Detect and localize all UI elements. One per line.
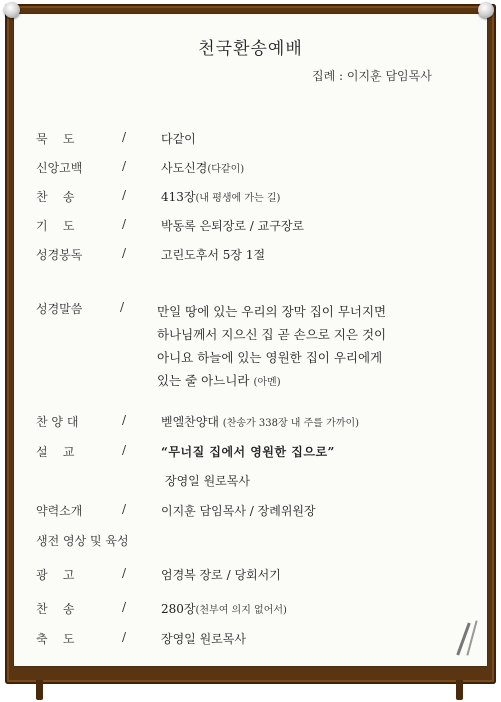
order-row-benediction <box>0 630 501 652</box>
row-separator: / <box>122 566 127 580</box>
row-separator: / <box>122 443 127 457</box>
row-label: 찬 양 대 <box>36 415 79 429</box>
row-label: 찬 송 <box>36 602 75 616</box>
row-label: 기 도 <box>36 219 75 233</box>
order-row-biography <box>0 502 501 524</box>
scripture-line: 있는 줄 아느니라 (아멘) <box>157 373 281 388</box>
row-label: 약력소개 <box>36 504 83 518</box>
row-value: 다같이 <box>161 132 196 146</box>
scripture-line: 하나님께서 지으신 집 곧 손으로 지은 것이 <box>157 327 387 342</box>
order-row-video <box>0 532 501 554</box>
row-value: 이지훈 담임목사 / 장례위원장 <box>161 504 316 518</box>
order-row-creed <box>0 159 501 181</box>
officiant-line: 집례 : 이지훈 담임목사 <box>312 69 432 83</box>
row-label: 설 교 <box>36 445 75 459</box>
board-leg-left <box>36 680 43 700</box>
order-row-hymn-2 <box>0 600 501 622</box>
row-separator: / <box>122 159 127 173</box>
page-title: 천국환송예배 <box>198 39 303 59</box>
row-value: 413장(내 평생에 가는 길) <box>161 190 281 204</box>
row-label: 성경말씀 <box>36 302 83 316</box>
row-label: 생전 영상 및 육성 <box>36 534 129 548</box>
board-leg-right <box>456 680 463 700</box>
row-value: 장영일 원로목사 <box>161 632 246 646</box>
scripture-line: 아니요 하늘에 있는 영원한 집이 우리에게 <box>157 350 383 365</box>
row-value: 280장(천부여 의지 없어서) <box>161 602 287 616</box>
row-label: 신앙고백 <box>36 161 83 175</box>
row-separator: / <box>122 246 127 260</box>
row-label: 찬 송 <box>36 190 75 204</box>
row-separator: / <box>122 188 127 202</box>
order-row-announcements <box>0 566 501 588</box>
row-value: 사도신경(다같이) <box>161 161 245 175</box>
row-value: 박동록 은퇴장로 / 교구장로 <box>161 219 304 233</box>
scripture-text <box>157 300 386 394</box>
row-separator: / <box>122 217 127 231</box>
row-separator: / <box>122 413 127 427</box>
order-row-hymn <box>0 188 501 210</box>
sermon-title: “무너질 집에서 영원한 집으로” <box>161 445 335 459</box>
row-separator: / <box>122 502 127 516</box>
row-label: 성경봉독 <box>36 248 83 262</box>
order-row-choir <box>0 413 501 435</box>
row-separator: / <box>120 300 125 314</box>
pushpin-icon <box>478 2 494 18</box>
order-row-sermon <box>0 443 501 465</box>
row-label: 묵 도 <box>36 132 75 146</box>
row-value: 벧엘찬양대 (찬송가 338장 내 주를 가까이) <box>161 415 360 429</box>
row-separator: / <box>122 630 127 644</box>
row-label: 축 도 <box>36 632 75 646</box>
order-row-prayer <box>0 217 501 239</box>
order-row-scripture-reading <box>0 246 501 268</box>
sermon-preacher-row <box>0 472 501 494</box>
scripture-line: 만일 땅에 있는 우리의 장막 집이 무너지면 <box>157 304 387 319</box>
row-separator: / <box>122 600 127 614</box>
row-label: 광 고 <box>36 568 75 582</box>
row-value: 고린도후서 5장 1절 <box>161 248 266 262</box>
order-row-silent-prayer <box>0 130 501 152</box>
pushpin-icon <box>4 2 20 18</box>
sermon-preacher: 장영일 원로목사 <box>165 474 250 488</box>
row-separator: / <box>122 130 127 144</box>
row-value: 엄경복 장로 / 당회서기 <box>161 568 281 582</box>
